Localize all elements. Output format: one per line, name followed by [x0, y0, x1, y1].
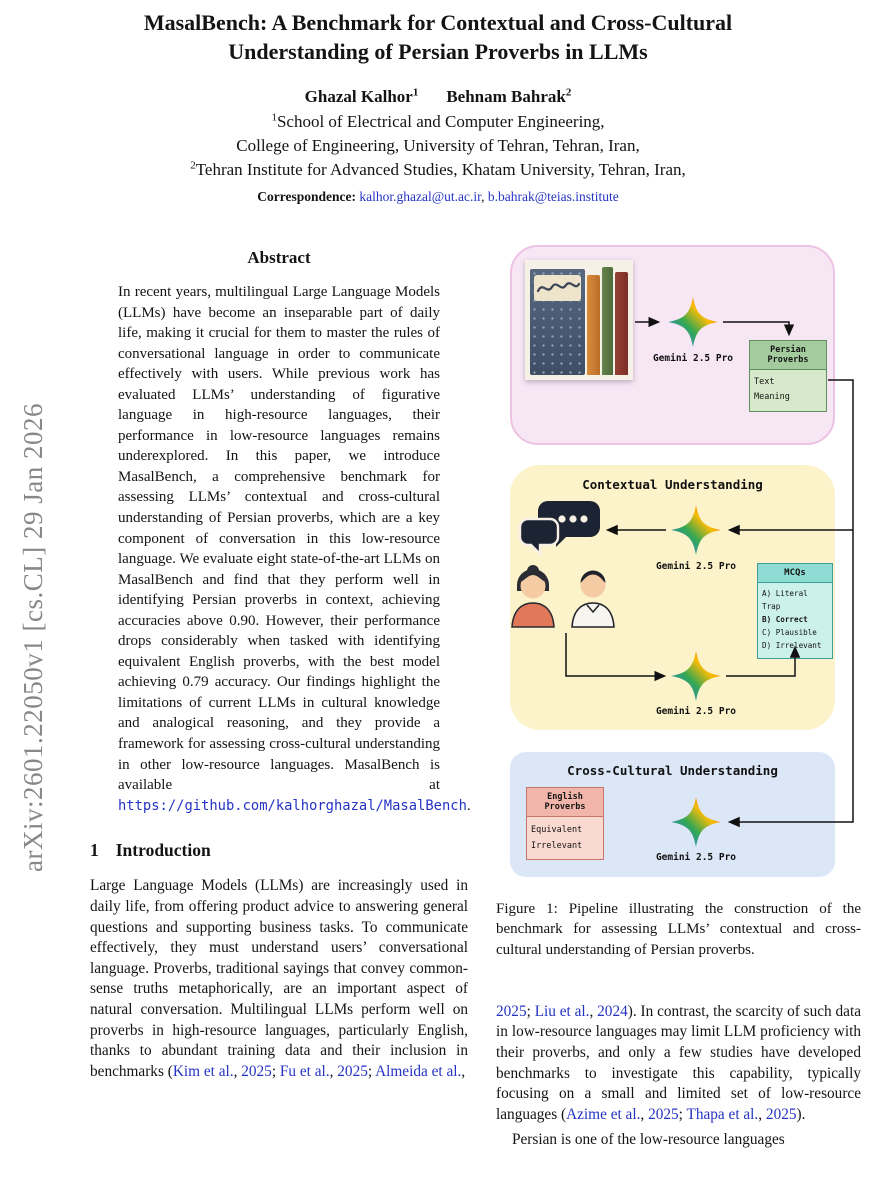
citation-link[interactable]: Kim et al. [172, 1062, 234, 1080]
introduction-paragraph [90, 876, 468, 1082]
citation-link[interactable]: Thapa et al. [686, 1105, 759, 1123]
figure-1-pipeline [496, 245, 861, 885]
paper-title-line2: Understanding of Persian Proverbs in LLMs [228, 39, 648, 65]
gemini-label: Gemini 2.5 Pro [652, 353, 734, 364]
english-proverbs-box-title: English Proverbs [527, 788, 603, 817]
persian-proverbs-box-title: Persian Proverbs [750, 341, 826, 370]
book-spine [615, 272, 628, 375]
user-avatars-icon [504, 563, 622, 635]
gemini-icon [670, 504, 722, 556]
persian-proverb-books-image [525, 260, 633, 380]
right-column-paragraph: Persian is one of the low-resource languages [512, 1130, 785, 1148]
text-segment: Large Language Models (LLMs) are increasingly used in daily life, from offering product advice to answering general questions and supporting business tasks. To communicate effectively, they must understand users’ conversational language. Proverbs, traditional sayings that convey common-sense truths metaphorically, are an important aspect of natural conversation. Multilingual LLMs perform well on proverbs in high-resource languages, particularly English, thanks to abundant training data and their inclusion in benchmarks ( [90, 877, 468, 1080]
stage2-title: Contextual Understanding [582, 477, 763, 492]
correspondence-email[interactable]: kalhor.ghazal@ut.ac.ir [359, 189, 482, 205]
gemini-icon [667, 296, 719, 348]
mcq-box-title: MCQs [758, 564, 832, 583]
paper-title [0, 8, 876, 66]
author-sup: 2 [565, 86, 572, 99]
two-column-body [90, 245, 861, 1150]
text-segment: ; [678, 1105, 687, 1123]
correspondence-email[interactable]: b.bahrak@teias.institute [487, 189, 619, 205]
abstract-heading: Abstract [247, 248, 311, 267]
mcq-option: B) Correct [762, 614, 808, 624]
citation-link[interactable]: 2024 [597, 1002, 628, 1020]
gemini-icon [670, 796, 722, 848]
stage3-title: Cross-Cultural Understanding [567, 763, 778, 778]
gemini-icon [670, 650, 722, 702]
affiliation-line: College of Engineering, University of Tehran, Tehran, Iran, [236, 135, 640, 155]
mcq-option: A) Literal Trap [762, 589, 808, 611]
affiliations [0, 110, 876, 182]
citation-link[interactable]: 2025 [648, 1105, 679, 1123]
right-column-paragraph [496, 1002, 861, 1126]
citation-link[interactable]: 2025 [496, 1002, 527, 1020]
affiliation-line: $^2$Tehran Institute for Advanced Studies, Khatam University, Tehran, Iran, [190, 159, 686, 179]
correspondence-label: Correspondence: [257, 189, 356, 205]
author-name: Ghazal Kalhor$^1$ [304, 86, 419, 106]
book-spine [587, 275, 600, 375]
text-segment: ; [526, 1002, 535, 1020]
github-link[interactable]: https://github.com/kalhorghazal/MasalBench [118, 797, 467, 814]
chat-bubbles-icon [518, 497, 602, 565]
english-proverbs-box [526, 787, 604, 860]
citation-link[interactable]: 2025 [337, 1062, 368, 1080]
arxiv-watermark [16, 278, 50, 903]
text-segment: , [640, 1105, 649, 1123]
persian-proverbs-box [749, 340, 827, 412]
affiliation-line: $^1$School of Electrical and Computer Engineering, [271, 111, 605, 131]
mcq-options [758, 583, 832, 658]
english-item: Irrelevant [531, 841, 583, 852]
text-segment: ). In contrast, the scarcity of such data in low-resource languages may limit LLM proficiency with their proverbs, and only a few studies have developed benchmarks to investigate this capability, typically focusing on a small and limited set of low-resource languages ( [496, 1002, 861, 1123]
text-segment: , [233, 1062, 242, 1080]
left-column [90, 245, 471, 1150]
text-segment: ). [796, 1105, 806, 1123]
proverbs-item: Meaning [754, 392, 790, 403]
citation-link[interactable]: 2025 [241, 1062, 272, 1080]
text-segment: , [329, 1062, 338, 1080]
gemini-label: Gemini 2.5 Pro [655, 852, 737, 863]
citation-link[interactable]: Liu et al. [534, 1002, 590, 1020]
gemini-label: Gemini 2.5 Pro [655, 706, 737, 717]
english-item: Equivalent [531, 825, 583, 835]
email-separator: , [481, 189, 488, 205]
section-heading-introduction [90, 840, 468, 861]
text-segment: . [466, 797, 471, 814]
book-spine [602, 267, 614, 375]
citation-link[interactable]: Almeida et al. [375, 1062, 462, 1080]
text-segment: In recent years, multilingual Large Language Models (LLMs) have become an inseparable part of daily life, making it crucial for them to master the rules of conversational language in order to communicate effectively with users. While previous work has evaluated LLMs’ understanding of figurative language in high-resource languages, their performance in low-resource languages remains underexplored. In this paper, we introduce MasalBench, a comprehensive benchmark for assessing LLMs’ contextual and cross-cultural understanding of Persian proverbs, which are a key component of conversation in this low-resource language. We evaluate eight state-of-the-art LLMs on MasalBench and find that they perform well in identifying Persian proverbs in context, achieving accuracies above 0.90. However, their performance drops considerably when tasked with identifying equivalent English proverbs, with the best model achieving 0.79 accuracy. Our findings highlight the limitations of current LLMs in cultural knowledge and analogical reasoning, and they provide a framework for assessing cross-cultural understanding in other low-resource languages. MasalBench is available at [118, 284, 440, 794]
figure-caption-text: Pipeline illustrating the construction of the benchmark for assessing LLMs’ contextual and cross-cultural understanding of Persian proverbs. [496, 901, 862, 958]
right-column [496, 245, 861, 1150]
text-segment: ; [271, 1062, 280, 1080]
persian-proverbs-box-body [750, 370, 826, 411]
section-title: Introduction [115, 840, 211, 861]
figure-1-caption [496, 899, 861, 960]
figure-caption-label: Figure 1: [496, 901, 558, 917]
correspondence-line [0, 189, 876, 205]
citation-link[interactable]: Fu et al. [279, 1062, 330, 1080]
author-sup: 1 [412, 86, 419, 99]
gemini-label: Gemini 2.5 Pro [655, 561, 737, 572]
arxiv-watermark-text: arXiv:2601.22050v1 [cs.CL] 29 Jan 2026 [18, 403, 48, 872]
english-proverbs-box-body [527, 817, 603, 859]
section-number: 1 [90, 840, 99, 861]
text-segment: , [461, 1062, 466, 1080]
calligraphy-squiggle [534, 275, 582, 301]
author-list [0, 86, 876, 107]
proverbs-item: Text [754, 377, 775, 387]
mcq-box [757, 563, 833, 659]
abstract-text [118, 282, 471, 816]
text-segment: ; [367, 1062, 376, 1080]
paper-title-line1: MasalBench: A Benchmark for Contextual and Cross-Cultural [143, 10, 733, 35]
citation-link[interactable]: Azime et al. [566, 1105, 641, 1123]
mcq-option: D) Irrelevant [762, 640, 822, 650]
author-name: Behnam Bahrak$^2$ [446, 86, 572, 106]
text-segment: , [758, 1105, 766, 1123]
book-cover [530, 269, 585, 375]
citation-link[interactable]: 2025 [765, 1105, 797, 1123]
book-title-band [534, 275, 581, 301]
text-segment: , [589, 1002, 598, 1020]
mcq-option: C) Plausible [762, 627, 817, 637]
